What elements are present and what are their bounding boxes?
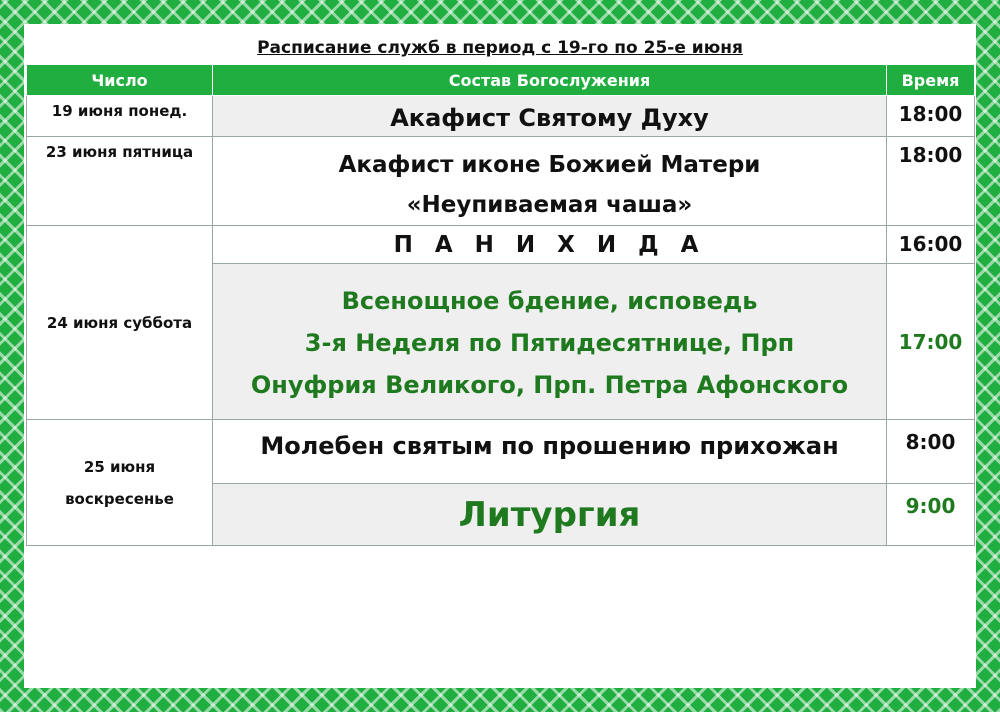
table-row xyxy=(27,137,975,226)
date-cell: 19 июня понед. xyxy=(27,96,213,137)
time-cell: 8:00 xyxy=(887,420,975,484)
table-row xyxy=(27,96,975,137)
column-header-time: Время xyxy=(887,65,975,96)
table-header-row xyxy=(27,65,975,96)
schedule-sheet xyxy=(26,26,974,686)
time-cell: 18:00 xyxy=(887,96,975,137)
time-cell: 18:00 xyxy=(887,137,975,226)
time-cell: 16:00 xyxy=(887,226,975,264)
service-cell: Литургия xyxy=(213,484,887,546)
time-cell: 9:00 xyxy=(887,484,975,546)
column-header-service: Состав Богослужения xyxy=(213,65,887,96)
service-line: Всенощное бдение, исповедь xyxy=(341,287,758,315)
service-cell xyxy=(213,137,887,226)
service-cell: П А Н И Х И Д А xyxy=(213,226,887,264)
date-cell: 23 июня пятница xyxy=(27,137,213,226)
service-line: 3-я Неделя по Пятидесятнице, Прп xyxy=(304,329,795,357)
table-row xyxy=(27,226,975,264)
page-title: Расписание служб в период с 19-го по 25-е июня xyxy=(257,38,743,58)
table-row xyxy=(27,420,975,484)
date-cell: 24 июня суббота xyxy=(27,226,213,420)
service-line: Акафист иконе Божией Матери xyxy=(338,152,761,178)
date-line: воскресенье xyxy=(65,489,174,508)
service-cell: Акафист Святому Духу xyxy=(213,96,887,137)
date-line: 25 июня xyxy=(83,457,156,476)
service-line: Онуфрия Великого, Прп. Петра Афонского xyxy=(250,371,849,399)
time-cell: 17:00 xyxy=(887,264,975,420)
service-cell: Молебен святым по прошению прихожан xyxy=(213,420,887,484)
service-cell xyxy=(213,264,887,420)
schedule-table xyxy=(26,64,975,546)
column-header-date: Число xyxy=(27,65,213,96)
service-line: «Неупиваемая чаша» xyxy=(406,192,693,218)
date-cell xyxy=(27,420,213,546)
